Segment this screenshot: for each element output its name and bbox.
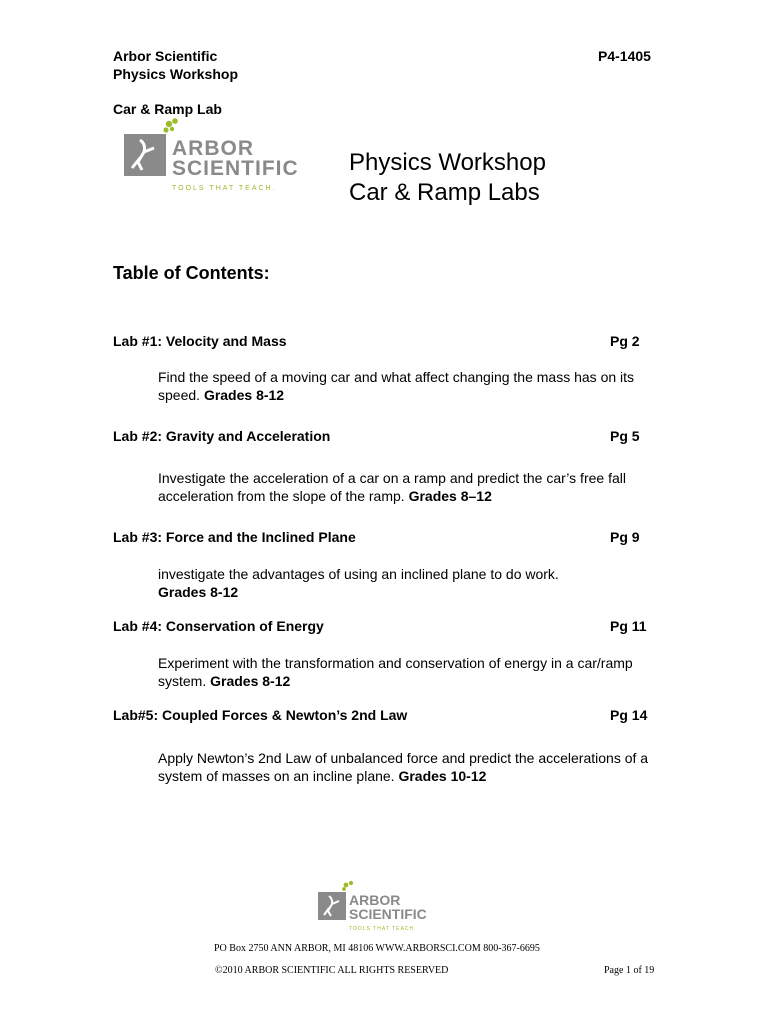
lab-2-desc-text: Investigate the acceleration of a car on a ramp and predict the car’s free fall acceleration from the slope of the ramp. — [158, 470, 626, 504]
footer-copyright: ©2010 ARBOR SCIENTIFIC ALL RIGHTS RESERVED — [215, 965, 449, 976]
footer-logo-line2: SCIENTIFIC — [349, 906, 427, 922]
lab-2-description — [158, 469, 658, 505]
lab-4-grades: Grades 8-12 — [210, 673, 291, 689]
lab-1-description — [158, 368, 658, 404]
lab-5-grades: Grades 10-12 — [398, 768, 487, 784]
lab-2-title: Lab #2: Gravity and Acceleration — [113, 428, 331, 444]
lab-4-desc-text: Experiment with the transformation and conservation of energy in a car/ramp system. — [158, 655, 633, 689]
lab-1-desc-text: Find the speed of a moving car and what affect changing the mass has on its speed. — [158, 369, 635, 403]
logo-line2: SCIENTIFIC — [172, 157, 299, 180]
header-doc-code: P4-1405 — [598, 48, 651, 64]
footer-page-number: Page 1 of 19 — [604, 965, 655, 976]
doc-title-line1: Physics Workshop — [349, 149, 546, 176]
toc-heading: Table of Contents: — [113, 263, 270, 283]
lab-1-title: Lab #1: Velocity and Mass — [113, 333, 287, 349]
lab-5-page: Pg 14 — [610, 707, 648, 723]
lab-2-page: Pg 5 — [610, 428, 640, 444]
lab-3-grades: Grades 8-12 — [158, 584, 239, 600]
logo-line1: ARBOR — [172, 137, 254, 160]
logo-tagline: TOOLS THAT TEACH. — [172, 185, 277, 192]
lab-1-page: Pg 2 — [610, 333, 640, 349]
footer-logo-tagline: TOOLS THAT TEACH. — [349, 926, 417, 932]
header-subtitle: Physics Workshop — [113, 66, 239, 82]
footer-address: PO Box 2750 ANN ARBOR, MI 48106 WWW.ARBORSCI.COM 800-367-6695 — [214, 943, 540, 954]
footer-logo-line1: ARBOR — [349, 892, 401, 908]
lab-5-title: Lab#5: Coupled Forces & Newton’s 2nd Law — [113, 707, 408, 723]
lab-4-description — [158, 654, 658, 690]
lab-1-grades: Grades 8-12 — [203, 387, 285, 403]
lab-4-page: Pg 11 — [610, 618, 647, 634]
lab-3-title: Lab #3: Force and the Inclined Plane — [113, 529, 356, 545]
lab-4-title: Lab #4: Conservation of Energy — [113, 618, 324, 634]
lab-2-grades: Grades 8–12 — [408, 488, 492, 504]
lab-5-desc-text: Apply Newton’s 2nd Law of unbalanced force and predict the accelerations of a system of masses on an incline plane. — [158, 750, 649, 784]
arbor-logo — [122, 118, 302, 204]
header-company: Arbor Scientific — [113, 48, 218, 64]
lab-3-description — [158, 565, 658, 601]
lab-3-desc-text: investigate the advantages of using an inclined plane to do work. — [158, 566, 559, 582]
header-lab-name: Car & Ramp Lab — [113, 101, 222, 117]
footer-logo — [316, 880, 456, 940]
lab-5-description — [158, 749, 658, 785]
lab-3-page: Pg 9 — [610, 529, 640, 545]
doc-title-line2: Car & Ramp Labs — [349, 179, 540, 206]
